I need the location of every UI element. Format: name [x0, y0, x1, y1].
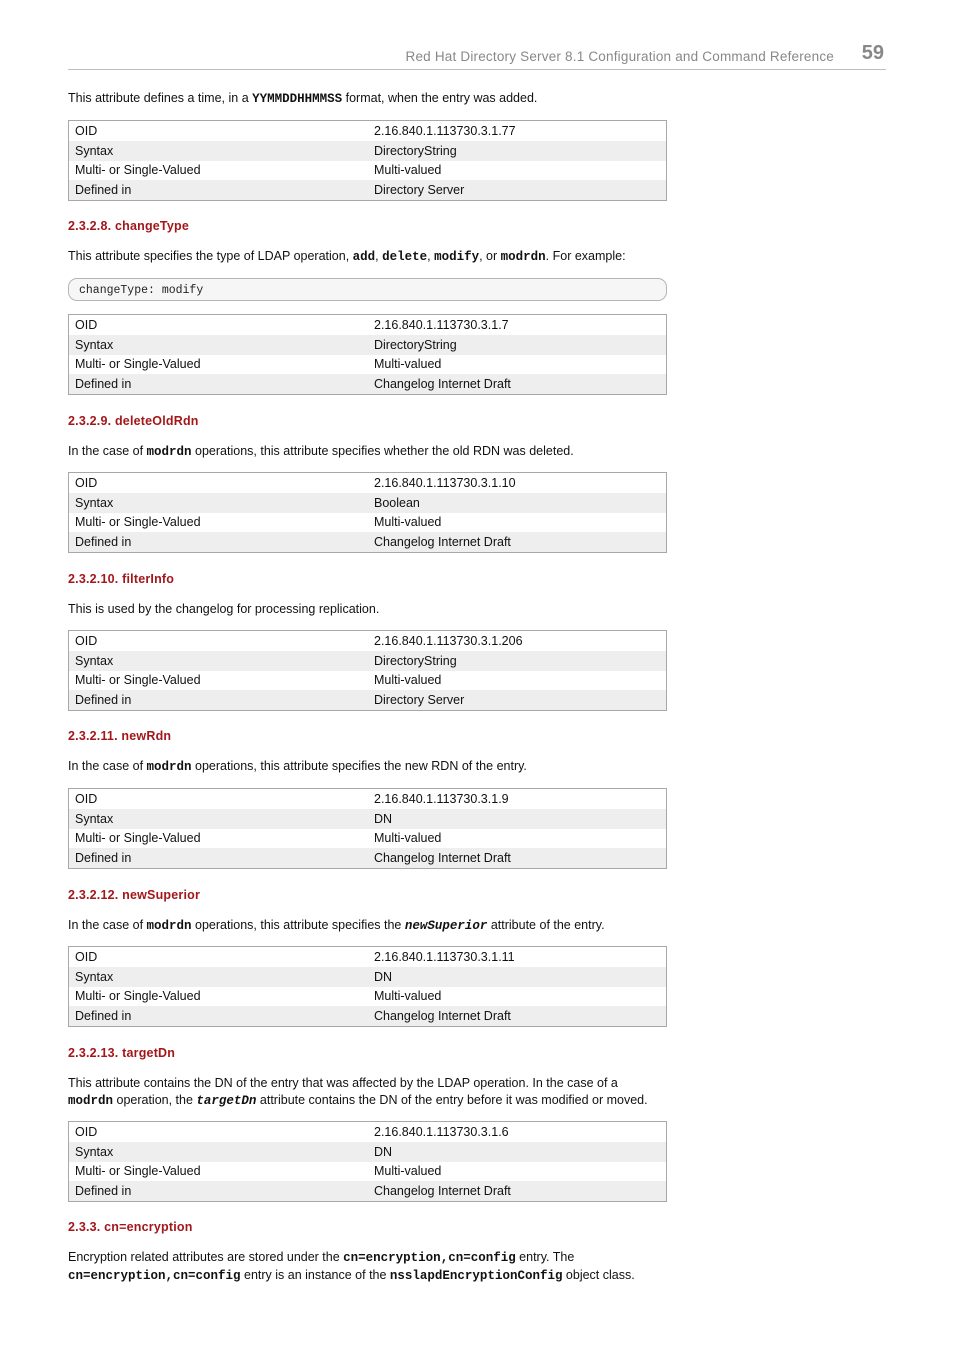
page-number: 59 — [861, 42, 884, 64]
attribute-table: OID 2.16.840.1.113730.3.1.9 Syntax DN Multi- or Single-Valued Multi-valued Defined in Changelog Internet Draft — [68, 788, 667, 869]
section-description: This is used by the changelog for processing replication. — [68, 602, 380, 616]
section-description: In the case of modrdn operations, this attribute specifies the new RDN of the entry. — [68, 759, 527, 774]
intro-paragraph: This attribute defines a time, in a YYMMDDHHMMSS format, when the entry was added. — [68, 91, 538, 106]
attribute-table: OID 2.16.840.1.113730.3.1.10 Syntax Boolean Multi- or Single-Valued Multi-valued Defined in Changelog Internet Draft — [68, 472, 667, 553]
section-description: This attribute specifies the type of LDAP operation, add, delete, modify, or modrdn. For example: — [68, 249, 626, 264]
section-heading: 2.3.2.8. changeType — [68, 219, 189, 233]
section-heading: 2.3.2.11. newRdn — [68, 729, 172, 743]
section-description: In the case of modrdn operations, this attribute specifies the newSuperior attribute of the entry. — [68, 918, 605, 933]
attribute-table: OID 2.16.840.1.113730.3.1.206 Syntax DirectoryString Multi- or Single-Valued Multi-valued Defined in Directory Server — [68, 630, 667, 711]
page-header — [68, 42, 886, 70]
section-heading: 2.3.2.12. newSuperior — [68, 888, 201, 902]
section-heading: 2.3.3. cn=encryption — [68, 1220, 193, 1234]
attribute-table: OID 2.16.840.1.113730.3.1.6 Syntax DN Multi- or Single-Valued Multi-valued Defined in Changelog Internet Draft — [68, 1121, 667, 1202]
attribute-table: OID 2.16.840.1.113730.3.1.77 Syntax DirectoryString Multi- or Single-Valued Multi-valued Defined in Directory Server — [68, 120, 667, 201]
section-description: In the case of modrdn operations, this attribute specifies whether the old RDN was deleted. — [68, 444, 574, 459]
attribute-table: OID 2.16.840.1.113730.3.1.11 Syntax DN Multi- or Single-Valued Multi-valued Defined in Changelog Internet Draft — [68, 946, 667, 1027]
format-code: YYMMDDHHMMSS — [252, 92, 343, 106]
code-example: changeType: modify — [68, 278, 667, 301]
section-heading: 2.3.2.13. targetDn — [68, 1046, 176, 1060]
running-header-title: Red Hat Directory Server 8.1 Configuration and Command Reference — [405, 49, 834, 64]
section-description: This attribute contains the DN of the entry that was affected by the LDAP operation. In the case of a modrdn operation, the targetDn attribute contains the DN of the entry before it was modified or moved. — [68, 1076, 648, 1108]
attribute-table: OID 2.16.840.1.113730.3.1.7 Syntax DirectoryString Multi- or Single-Valued Multi-valued Defined in Changelog Internet Draft — [68, 314, 667, 395]
section-heading: 2.3.2.9. deleteOldRdn — [68, 414, 199, 428]
section-heading: 2.3.2.10. filterInfo — [68, 572, 175, 586]
section-description: Encryption related attributes are stored under the cn=encryption,cn=config entry. The cn=encryption,cn=config entry is an instance of the nsslapdEncryptionConfig object class. — [68, 1250, 635, 1283]
